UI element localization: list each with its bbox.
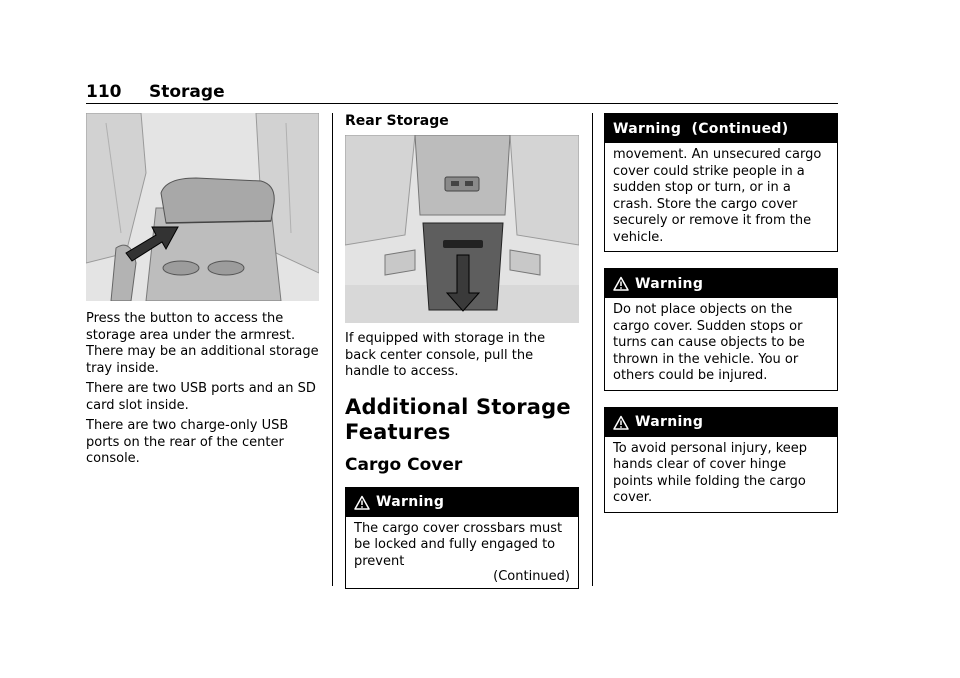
warning-triangle-icon (354, 495, 370, 510)
rear-console-storage-illustration (345, 135, 579, 323)
warning-title: Warning (635, 414, 704, 430)
column-2 (345, 113, 579, 589)
column-divider-2 (592, 113, 593, 586)
warning-triangle-icon (613, 276, 629, 291)
cargo-warning-box (345, 487, 579, 590)
armrest-storage-illustration (86, 113, 319, 301)
additional-storage-heading-line-2: Features (345, 419, 451, 444)
rear-storage-paragraph: If equipped with storage in the back center console, pull the handle to access. (345, 331, 546, 379)
charge-usb-paragraph: There are two charge-only USB ports on the rear of the center console. (86, 418, 289, 466)
continued-label: (Continued) (493, 569, 570, 584)
column-divider-1 (332, 113, 333, 586)
rear-storage-heading: Rear Storage (345, 113, 449, 129)
usb-sd-paragraph: There are two USB ports and an SD card slot inside. (86, 381, 316, 413)
objects-warning-box (604, 268, 838, 391)
warning-title: Warning (635, 275, 704, 292)
page-number: 110 (86, 82, 122, 102)
warning-title: Warning (376, 494, 445, 510)
warning-text: The cargo cover crossbars must be locked and fully engaged to prevent (354, 520, 563, 569)
warning-continued-body: movement. An unsecured cargo cover could strike people in a sudden stop or turn, or in a crash. Store the cargo cover securely or remove it from the vehicle. (613, 147, 822, 245)
warning-header (346, 488, 578, 517)
objects-warning-body: Do not place objects on the cargo cover. Sudden stops or turns can cause objects to be thrown in the vehicle. You or others could be injured. (613, 302, 805, 383)
section-title: Storage (149, 82, 225, 102)
column-3 (604, 113, 838, 513)
warning-continued-header (605, 114, 837, 143)
hinge-warning-box (604, 407, 838, 513)
warning-triangle-icon (613, 415, 629, 430)
hinge-warning-body: To avoid personal injury, keep hands clear of cover hinge points while folding the cargo cover. (613, 440, 808, 505)
additional-storage-heading-line-1: Additional Storage (345, 394, 571, 419)
warning-body (346, 517, 578, 589)
page-header (86, 82, 838, 104)
cargo-warning-continued-box (604, 113, 838, 252)
armrest-paragraph: Press the button to access the storage area under the armrest. There may be an additional storage tray inside. (86, 311, 319, 376)
warning-header (605, 269, 837, 298)
warning-header (605, 408, 837, 437)
additional-storage-heading (345, 395, 579, 445)
warning-continued-title: Warning (Continued) (613, 120, 789, 137)
column-1 (86, 113, 319, 468)
cargo-cover-heading: Cargo Cover (345, 454, 463, 475)
